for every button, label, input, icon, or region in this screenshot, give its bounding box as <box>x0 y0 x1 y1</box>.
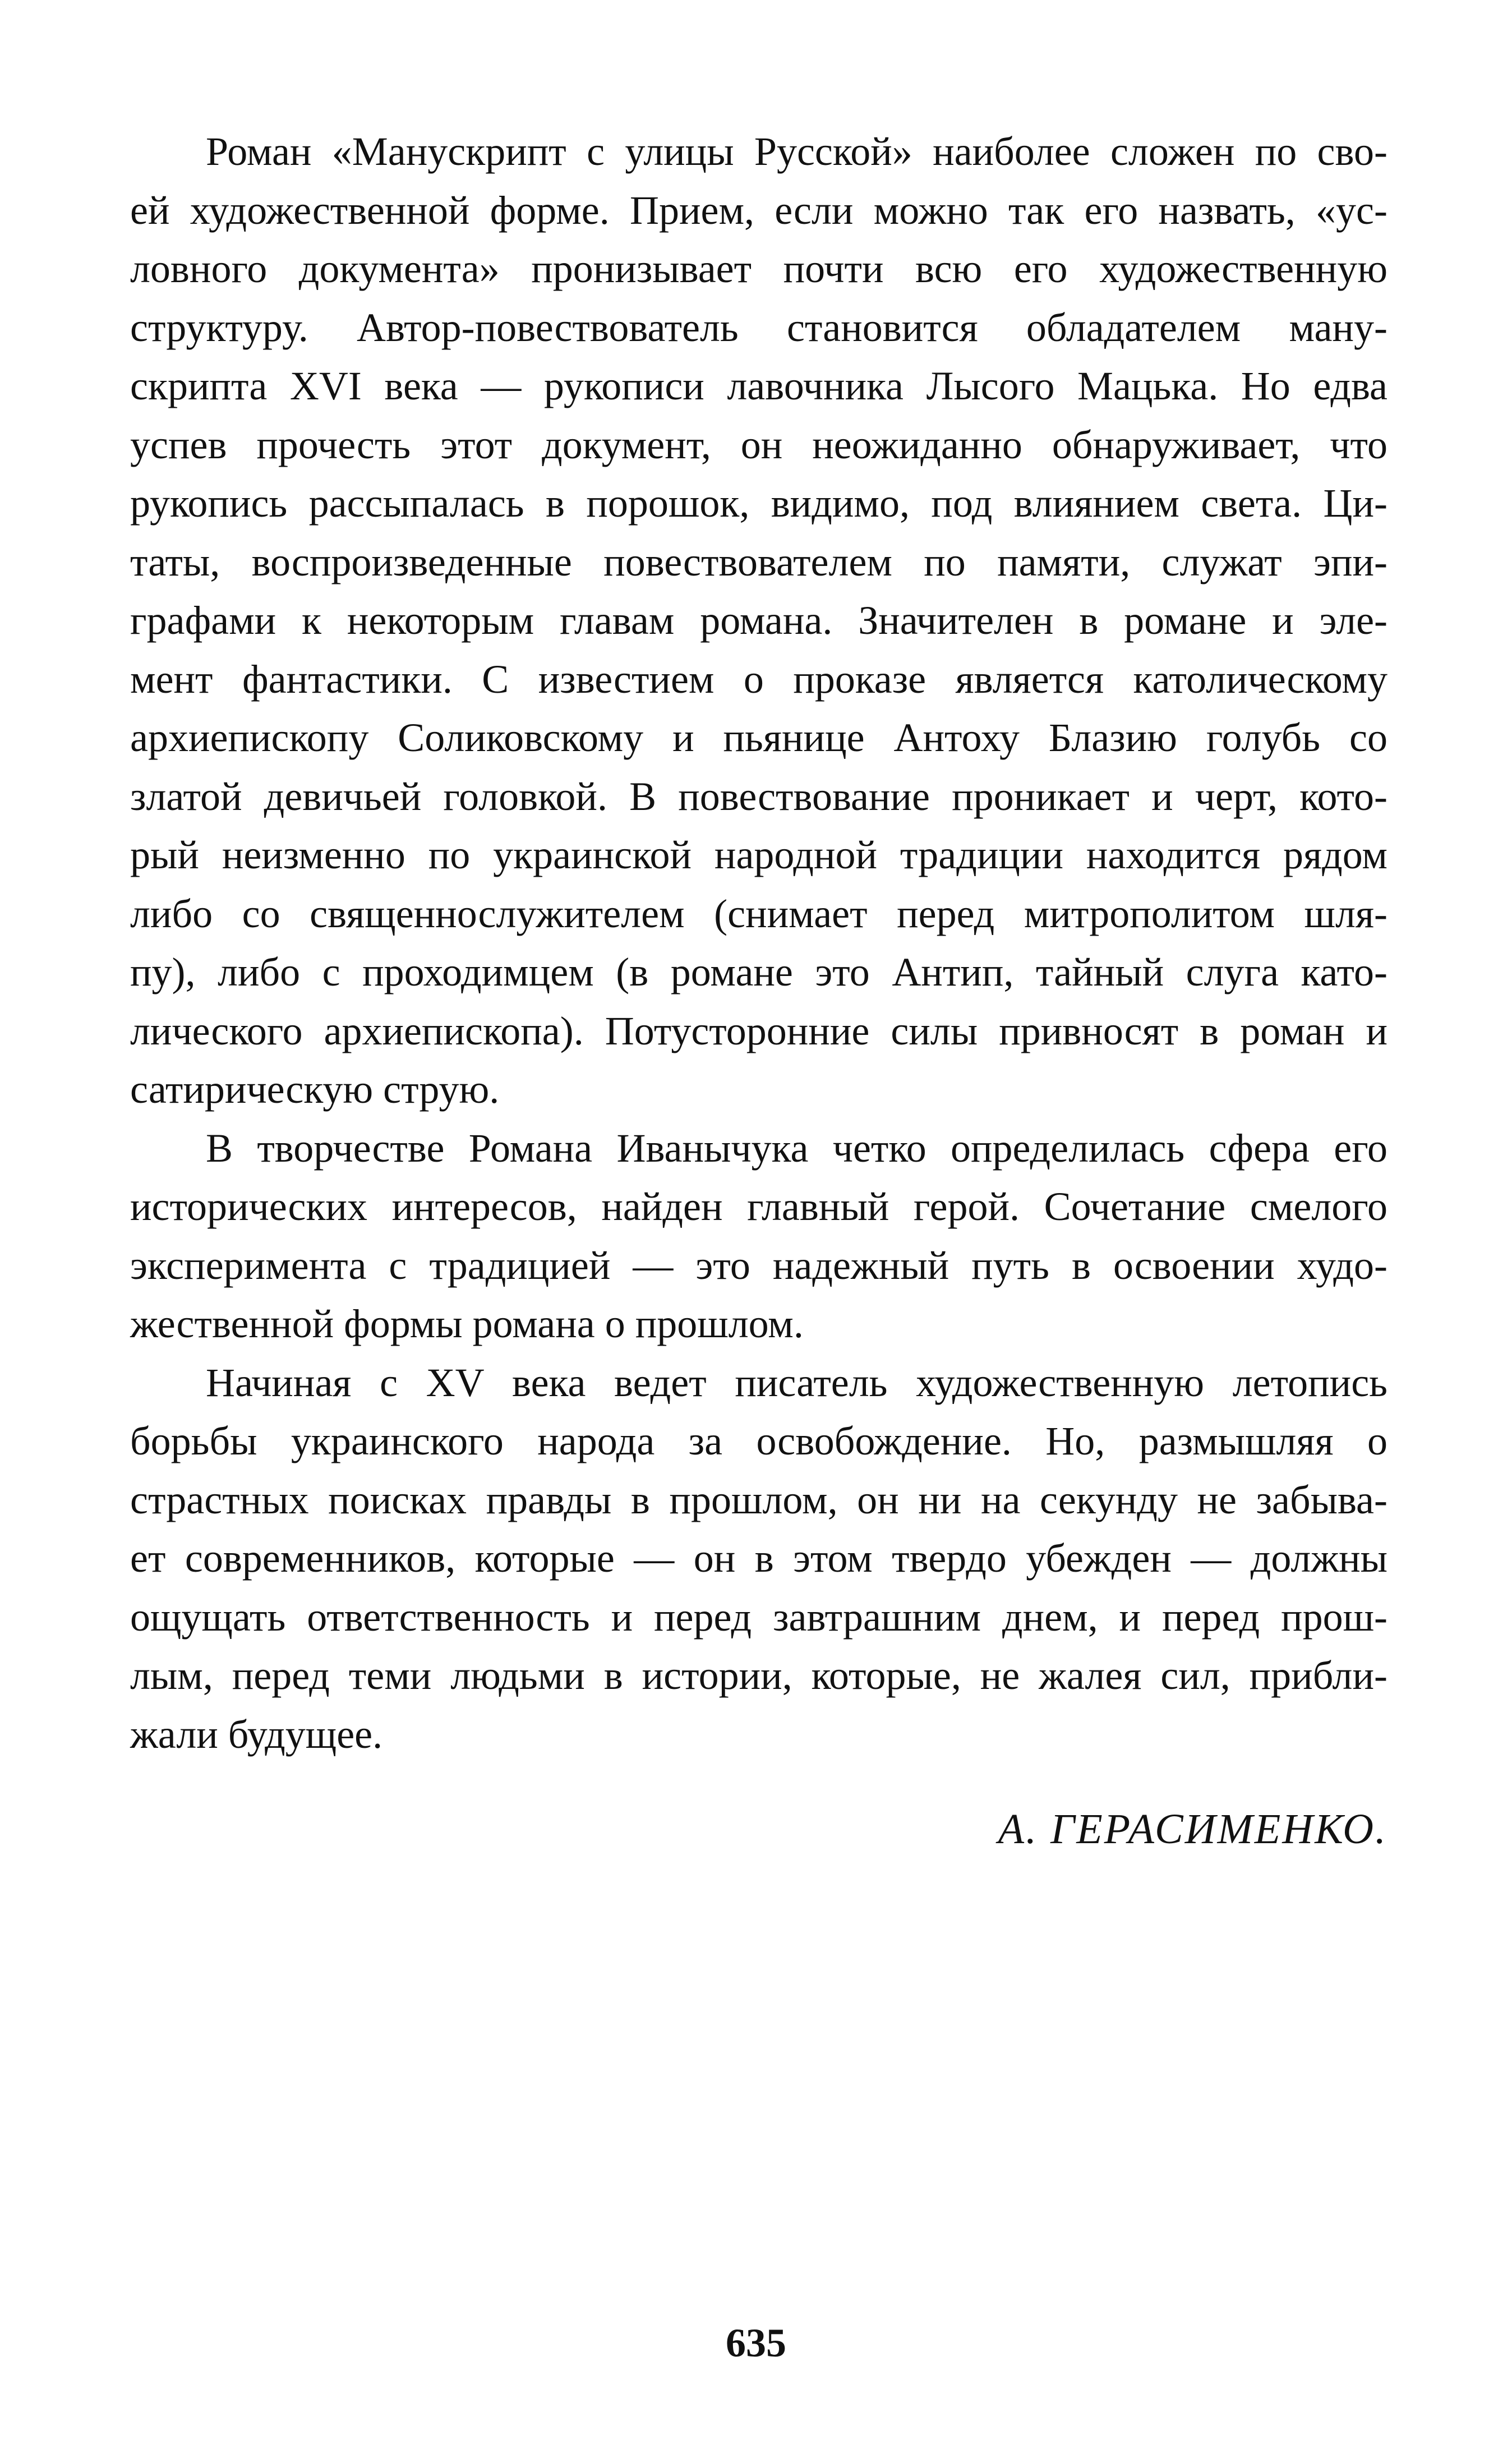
text-line: ощущать ответственность и перед завтрашним днем, и перед прош- <box>130 1594 1387 1640</box>
text-line: лым, перед теми людьми в истории, которые, не жалея сил, прибли- <box>130 1653 1387 1698</box>
text-line: сатирическую струю. <box>130 1067 500 1112</box>
text-line: ей художественной форме. Прием, если можно так его назвать, «ус- <box>130 187 1387 233</box>
text-line: ловного документа» пронизывает почти всю его художественную <box>130 246 1387 291</box>
author-signature: А. ГЕРАСИМЕНКО. <box>998 1806 1387 1853</box>
text-line: скрипта XVI века — рукописи лавочника Лысого Мацька. Но едва <box>130 363 1387 408</box>
text-line: графами к некоторым главам романа. Значителен в романе и эле- <box>130 598 1387 643</box>
text-line: златой девичьей головкой. В повествование проникает и черт, кото- <box>130 774 1387 819</box>
text-line: рый неизменно по украинской народной традиции находится рядом <box>130 832 1387 877</box>
text-line: исторических интересов, найден главный герой. Сочетание смелого <box>130 1184 1387 1229</box>
paragraph-3 <box>130 1353 1387 1764</box>
text-line: жественной формы романа о прошлом. <box>130 1301 804 1346</box>
text-line: либо со священнослужителем (снимает перед митрополитом шля- <box>130 891 1387 936</box>
text-line: лического архиепископа). Потусторонние силы привносят в роман и <box>130 1008 1387 1053</box>
text-line: таты, воспроизведенные повествователем по памяти, служат эпи- <box>130 539 1387 584</box>
text-line: структуру. Автор-повествователь становится обладателем ману- <box>130 305 1387 350</box>
text-line: Роман «Манускрипт с улицы Русской» наиболее сложен по сво- <box>206 129 1387 174</box>
text-line: архиепископу Соликовскому и пьянице Антоху Блазию голубь со <box>130 715 1387 760</box>
text-line: Начиная с XV века ведет писатель художественную летопись <box>206 1360 1387 1405</box>
paragraph-2 <box>130 1119 1387 1353</box>
text-line: В творчестве Романа Иванычука четко определилась сфера его <box>206 1125 1387 1171</box>
article-body <box>130 122 1387 1764</box>
text-line: пу), либо с проходимцем (в романе это Антип, тайный слуга като- <box>130 950 1387 995</box>
text-line: борьбы украинского народа за освобождение. Но, размышляя о <box>130 1419 1387 1463</box>
text-line: ет современников, которые — он в этом твердо убежден — должны <box>130 1536 1387 1581</box>
text-line: жали будущее. <box>130 1711 383 1757</box>
page-number: 635 <box>726 2321 786 2365</box>
text-line: успев прочесть этот документ, он неожиданно обнаруживает, что <box>130 422 1387 467</box>
text-line: эксперимента с традицией — это надежный путь в освоении худо- <box>130 1242 1387 1288</box>
text-line: страстных поисках правды в прошлом, он ни на секунду не забыва- <box>130 1477 1387 1522</box>
paragraph-1 <box>130 122 1387 1119</box>
text-line: мент фантастики. С известием о проказе является католическому <box>130 656 1387 702</box>
text-line: рукопись рассыпалась в порошок, видимо, под влиянием света. Ци- <box>130 481 1387 526</box>
